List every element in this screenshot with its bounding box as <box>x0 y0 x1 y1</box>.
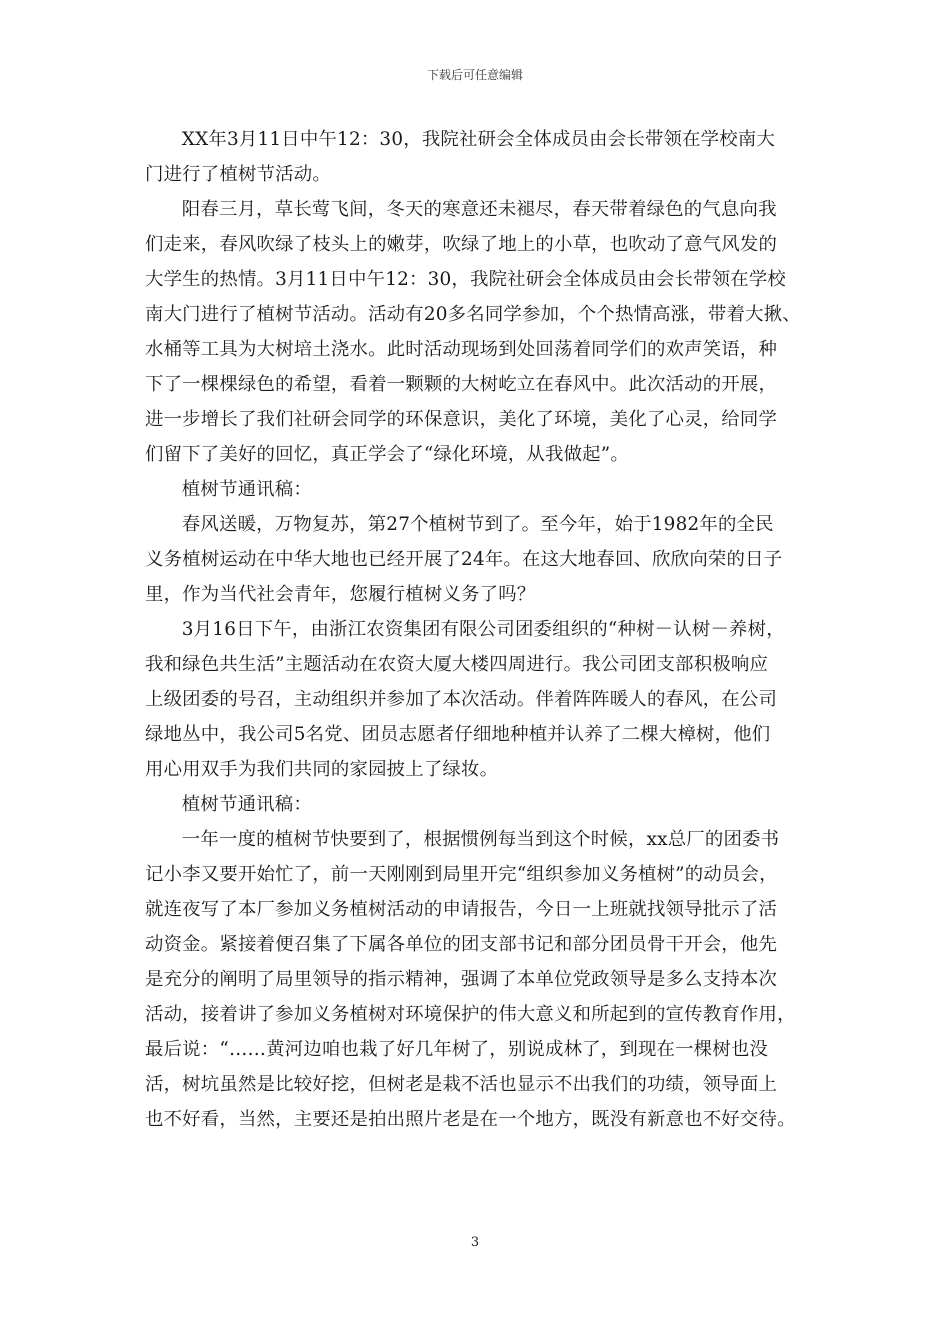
text-line: 上级团委的号召，主动组织并参加了本次活动。伴着阵阵暖人的春风，在公司 <box>145 689 778 710</box>
paragraph <box>145 787 810 822</box>
text-line: 记小李又要开始忙了，前一天刚刚到局里开完“组织参加义务植树”的动员会， <box>145 864 778 885</box>
text-line: 用心用双手为我们共同的家园披上了绿妆。 <box>145 759 499 780</box>
text-line: 们走来，春风吹绿了枝头上的嫩芽，吹绿了地上的小草，也吹动了意气风发的 <box>145 234 778 255</box>
text-line: 植树节通讯稿： <box>181 479 312 500</box>
text-line: 活动，接着讲了参加义务植树对环境保护的伟大意义和所起到的宣传教育作用， <box>145 1004 796 1025</box>
text-line: 春风送暖，万物复苏，第27个植树节到了。至今年，始于1982年的全民 <box>181 514 774 535</box>
paragraph <box>145 822 810 1137</box>
page-header: 下载后可任意编辑 <box>426 68 523 82</box>
text-line: 进一步增长了我们社研会同学的环保意识，美化了环境，美化了心灵，给同学 <box>145 409 778 430</box>
paragraph <box>145 192 810 472</box>
document-body <box>145 122 810 1137</box>
text-line: 里，作为当代社会青年，您履行植树义务了吗？ <box>145 584 536 605</box>
text-line: 也不好看，当然，主要还是拍出照片老是在一个地方，既没有新意也不好交待。 <box>145 1109 796 1130</box>
text-line: 南大门进行了植树节活动。活动有20多名同学参加，个个热情高涨，带着大揪、 <box>145 304 801 325</box>
text-line: 植树节通讯稿： <box>181 794 312 815</box>
paragraph <box>145 472 810 507</box>
text-line: 绿地丛中，我公司5名党、团员志愿者仔细地种植并认养了二棵大樟树，他们 <box>145 724 771 745</box>
text-line: 我和绿色共生活”主题活动在农资大厦大楼四周进行。我公司团支部积极响应 <box>145 654 769 675</box>
text-line: 活，树坑虽然是比较好挖，但树老是栽不活也显示不出我们的功绩，领导面上 <box>145 1074 778 1095</box>
text-line: 大学生的热情。3月11日中午12：30，我院社研会全体成员由会长带领在学校 <box>145 269 787 290</box>
paragraph <box>145 507 810 612</box>
text-line: 阳春三月，草长莺飞间，冬天的寒意还未褪尽，春天带着绿色的气息向我 <box>181 199 777 220</box>
text-line: 一年一度的植树节快要到了，根据惯例每当到这个时候，xx总厂的团委书 <box>181 829 780 850</box>
text-line: 门进行了植树节活动。 <box>145 164 331 185</box>
text-line: 最后说：“……黄河边咱也栽了好几年树了，别说成林了，到现在一棵树也没 <box>145 1039 769 1060</box>
text-line: XX年3月11日中午12：30，我院社研会全体成员由会长带领在学校南大 <box>181 129 776 150</box>
text-line: 水桶等工具为大树培土浇水。此时活动现场到处回荡着同学们的欢声笑语，种 <box>145 339 778 360</box>
text-line: 下了一棵棵绿色的希望，看着一颗颗的大树屹立在春风中。此次活动的开展， <box>145 374 778 395</box>
text-line: 义务植树运动在中华大地也已经开展了24年。在这大地春回、欣欣向荣的日子 <box>145 549 783 570</box>
text-line: 3月16日下午，由浙江农资集团有限公司团委组织的“种树－认树－养树， <box>181 619 785 640</box>
paragraph <box>145 612 810 787</box>
text-line: 是充分的阐明了局里领导的指示精神，强调了本单位党政领导是多么支持本次 <box>145 969 778 990</box>
text-line: 们留下了美好的回忆，真正学会了“绿化环境，从我做起”。 <box>145 444 629 465</box>
paragraph <box>145 122 810 192</box>
text-line: 动资金。紧接着便召集了下属各单位的团支部书记和部分团员骨干开会，他先 <box>145 934 778 955</box>
text-line: 就连夜写了本厂参加义务植树活动的申请报告，今日一上班就找领导批示了活 <box>145 899 778 920</box>
page-number: 3 <box>470 1235 480 1250</box>
